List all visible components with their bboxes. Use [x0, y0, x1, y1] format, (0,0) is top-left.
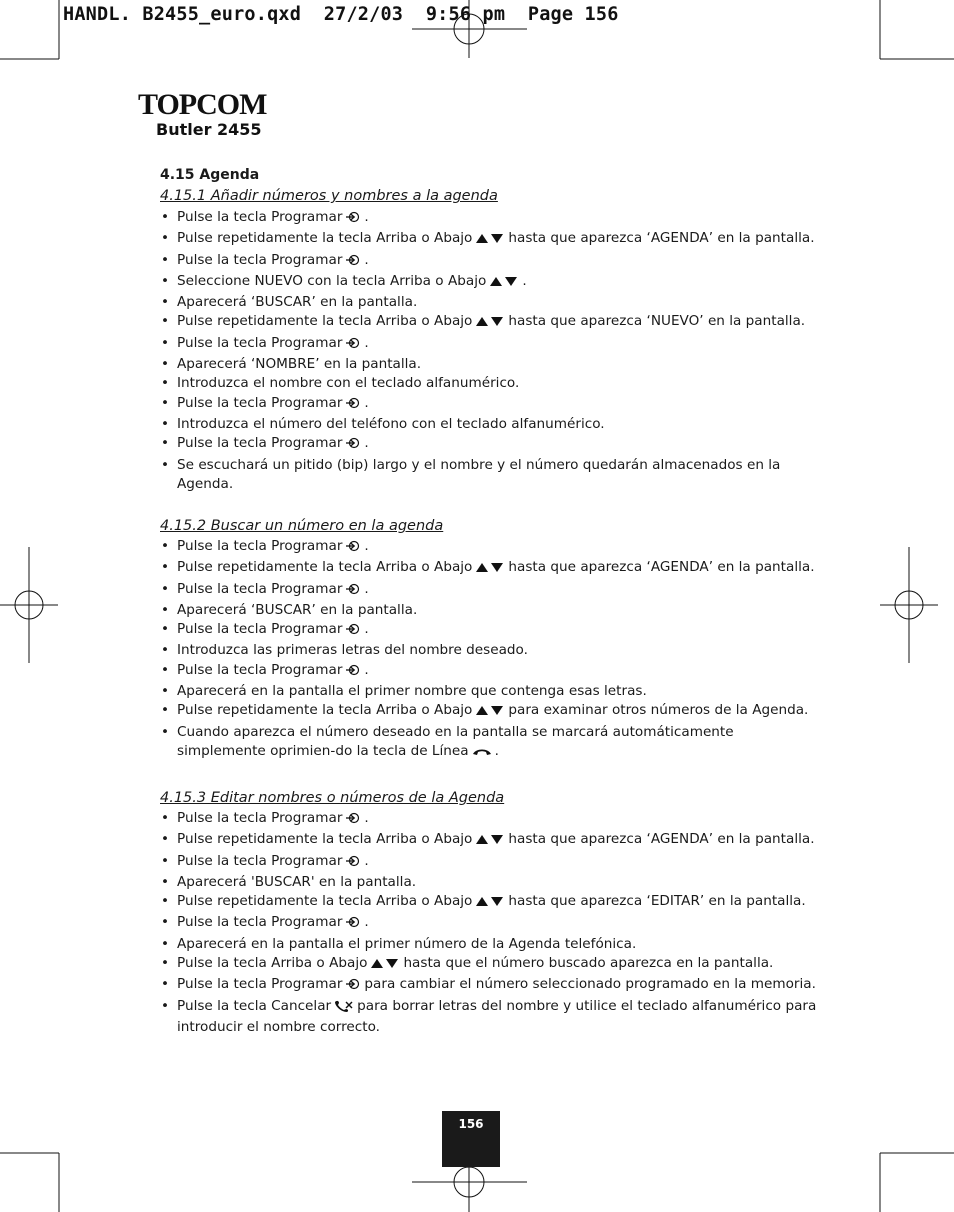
- bullet-text: Aparecerá en la pantalla el primer número de la Agenda telefónica.: [177, 935, 637, 952]
- bullet-text: Seleccione NUEVO con la tecla Arriba o Abajo: [177, 272, 487, 289]
- bullet-text: Pulse la tecla Programar: [177, 251, 343, 268]
- program-key-icon: [345, 336, 361, 355]
- up-down-arrows-icon: [475, 314, 505, 333]
- bullet-list: [160, 537, 820, 763]
- bullet-text: Pulse la tecla Programar: [177, 810, 343, 826]
- bullet-text: Aparecerá 'BUSCAR' en la pantalla.: [177, 873, 417, 890]
- bullet-text-after-icon: hasta que aparezca ‘EDITAR’ en la pantalla.: [508, 893, 806, 910]
- bullet-text: Pulse la tecla Programar: [177, 580, 343, 597]
- bullet-text-after-icon: .: [364, 852, 369, 869]
- subsection-title: 4.15.2 Buscar un número en la agenda: [160, 518, 444, 534]
- bullet-text-after-icon: .: [364, 209, 369, 225]
- up-down-arrows-icon: [475, 832, 505, 851]
- bullet-text-after-icon: para examinar otros números de la Agenda.: [508, 702, 809, 719]
- subsection-title: 4.15.1 Añadir números y nombres a la agenda: [160, 188, 498, 204]
- cancel-key-icon: [334, 999, 354, 1018]
- bullet-item: [160, 641, 820, 660]
- program-key-icon: [345, 811, 361, 830]
- bullet-text: Pulse la tecla Cancelar: [177, 997, 332, 1014]
- bullet-item: [160, 272, 820, 293]
- bullet-item: [160, 374, 820, 393]
- program-key-icon: [345, 915, 361, 934]
- bullet-item: [160, 892, 820, 913]
- bullet-text-after-icon: .: [522, 272, 527, 289]
- bullet-text: Pulse repetidamente la tecla Arriba o Abajo: [177, 893, 473, 910]
- bullet-text-after-icon: hasta que aparezca ‘AGENDA’ en la pantalla.: [508, 559, 815, 576]
- bullet-text-after-icon: hasta que aparezca ‘AGENDA’ en la pantalla.: [508, 831, 815, 848]
- program-key-icon: [345, 854, 361, 873]
- bullet-text: Pulse repetidamente la tecla Arriba o Abajo: [177, 230, 473, 247]
- bullet-text: Pulse la tecla Arriba o Abajo: [177, 955, 368, 972]
- bullet-item: [160, 334, 820, 355]
- program-key-icon: [345, 582, 361, 601]
- bullet-item: [160, 997, 820, 1038]
- bullet-text: Aparecerá ‘BUSCAR’ en la pantalla.: [177, 601, 418, 618]
- bullet-item: [160, 809, 820, 830]
- bullet-item: [160, 580, 820, 601]
- registration-mark-left: [0, 547, 58, 663]
- up-down-arrows-icon: [475, 231, 505, 250]
- bullet-text: Pulse repetidamente la tecla Arriba o Abajo: [177, 313, 473, 330]
- bullet-item: [160, 208, 820, 229]
- bullet-item: [160, 701, 820, 722]
- bullet-text-after-icon: .: [364, 394, 369, 411]
- bullet-text: Pulse la tecla Programar: [177, 334, 343, 351]
- program-key-icon: [345, 210, 361, 229]
- subsection-title: 4.15.3 Editar nombres o números de la Agenda: [160, 790, 505, 806]
- program-key-icon: [345, 977, 361, 996]
- bullet-item: [160, 830, 820, 851]
- up-down-arrows-icon: [475, 560, 505, 579]
- bullet-text: Pulse repetidamente la tecla Arriba o Abajo: [177, 559, 473, 576]
- bullet-text: Introduzca el nombre con el teclado alfanumérico.: [177, 375, 520, 392]
- svg-text:TOPCOM: TOPCOM: [138, 88, 267, 120]
- program-key-icon: [345, 436, 361, 455]
- bullet-text: Pulse la tecla Programar: [177, 538, 343, 554]
- bullet-text: Pulse la tecla Programar: [177, 661, 343, 678]
- program-key-icon: [345, 663, 361, 682]
- bullet-text-after-icon: hasta que el número buscado aparezca en la pantalla.: [403, 955, 774, 972]
- bullet-item: [160, 852, 820, 873]
- program-key-icon: [345, 622, 361, 641]
- bullet-item: [160, 558, 820, 579]
- bullet-text-after-icon: .: [364, 538, 369, 554]
- bullet-item: [160, 682, 820, 701]
- bullet-item: [160, 293, 820, 312]
- bullet-text-after-icon: .: [364, 661, 369, 678]
- bullet-text-after-icon: .: [364, 621, 369, 638]
- bullet-text-after-icon: .: [364, 914, 369, 931]
- bullet-text-after-icon: .: [494, 742, 499, 759]
- bullet-item: [160, 312, 820, 333]
- bullet-text-after-icon: .: [364, 251, 369, 268]
- bullet-item: [160, 415, 820, 434]
- up-down-arrows-icon: [475, 703, 505, 722]
- bullet-list: [160, 809, 820, 1037]
- bullet-text-after-icon: para borrar letras del nombre y utilice el teclado alfanumérico para introducir el nombre correcto.: [177, 997, 817, 1035]
- bullet-item: [160, 873, 820, 892]
- bullet-text: Pulse la tecla Programar: [177, 435, 343, 452]
- bullet-text: Pulse repetidamente la tecla Arriba o Abajo: [177, 831, 473, 848]
- up-down-arrows-icon: [370, 956, 400, 975]
- section-title: 4.15 Agenda: [160, 167, 260, 183]
- bullet-item: [160, 954, 820, 975]
- bullet-text: Pulse la tecla Programar: [177, 209, 343, 225]
- bullet-item: [160, 723, 820, 764]
- bullet-item: [160, 620, 820, 641]
- bullet-text-after-icon: .: [364, 435, 369, 452]
- bullet-text: Pulse la tecla Programar: [177, 914, 343, 931]
- bullet-text-after-icon: hasta que aparezca ‘NUEVO’ en la pantalla.: [508, 313, 806, 330]
- bullet-text: Pulse la tecla Programar: [177, 852, 343, 869]
- bullet-item: [160, 251, 820, 272]
- bullet-item: [160, 975, 820, 996]
- print-slug: HANDL. B2455_euro.qxd 27/2/03 9:56 pm Page 156: [63, 4, 619, 25]
- bullet-item: [160, 456, 820, 495]
- up-down-arrows-icon: [475, 894, 505, 913]
- bullet-text: Pulse la tecla Programar: [177, 976, 343, 993]
- page-number: 156: [442, 1111, 500, 1167]
- model-name: Butler 2455: [156, 120, 262, 139]
- bullet-item: [160, 394, 820, 415]
- bullet-text: Se escuchará un pitido (bip) largo y el nombre y el número quedarán almacenados en la Agenda.: [177, 456, 781, 492]
- bullet-text: Introduzca las primeras letras del nombre deseado.: [177, 642, 528, 659]
- bullet-text: Aparecerá en la pantalla el primer nombre que contenga esas letras.: [177, 683, 647, 700]
- bullet-item: [160, 229, 820, 250]
- bullet-item: [160, 355, 820, 374]
- bullet-text: Introduzca el número del teléfono con el teclado alfanumérico.: [177, 415, 605, 432]
- bullet-text: Aparecerá ‘BUSCAR’ en la pantalla.: [177, 294, 418, 311]
- bullet-text-after-icon: para cambiar el número seleccionado programado en la memoria.: [364, 976, 816, 993]
- up-down-arrows-icon: [489, 274, 519, 293]
- bullet-item: [160, 935, 820, 954]
- bullet-text: Aparecerá ‘NOMBRE’ en la pantalla.: [177, 356, 422, 373]
- bullet-text-after-icon: .: [364, 334, 369, 351]
- program-key-icon: [345, 539, 361, 558]
- line-key-icon: [472, 744, 492, 763]
- topcom-logo: [138, 88, 268, 120]
- program-key-icon: [345, 253, 361, 272]
- bullet-item: [160, 913, 820, 934]
- bullet-text-after-icon: .: [364, 810, 369, 826]
- bullet-item: [160, 537, 820, 558]
- registration-mark-top: [412, 0, 527, 58]
- bullet-text-after-icon: hasta que aparezca ‘AGENDA’ en la pantalla.: [508, 230, 815, 247]
- bullet-text: Pulse la tecla Programar: [177, 621, 343, 638]
- bullet-text: Pulse la tecla Programar: [177, 394, 343, 411]
- bullet-text: Pulse repetidamente la tecla Arriba o Abajo: [177, 702, 473, 719]
- bullet-list: [160, 208, 820, 494]
- bullet-text: Cuando aparezca el número deseado en la pantalla se marcará automáticamente simplemente oprimien-do la tecla de Línea: [177, 723, 734, 759]
- bullet-item: [160, 434, 820, 455]
- bullet-text-after-icon: .: [364, 580, 369, 597]
- registration-mark-right: [880, 547, 938, 663]
- program-key-icon: [345, 396, 361, 415]
- bullet-item: [160, 661, 820, 682]
- bullet-item: [160, 601, 820, 620]
